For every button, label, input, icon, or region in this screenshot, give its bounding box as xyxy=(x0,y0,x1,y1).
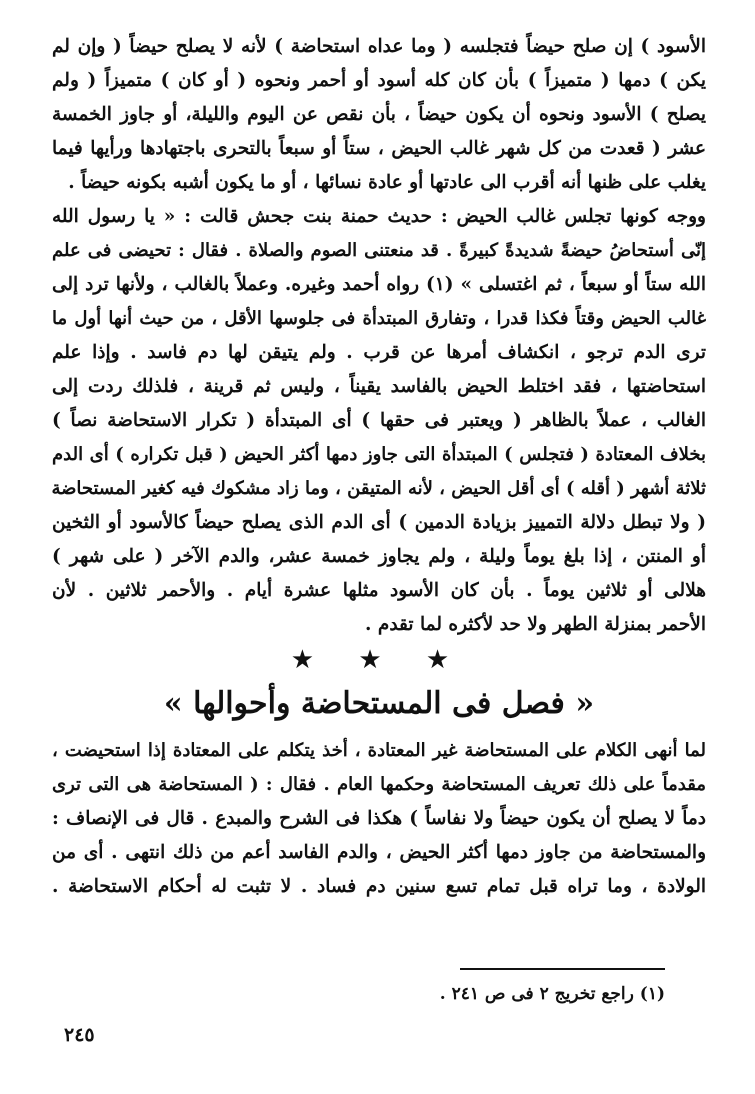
star-separator: ★ ★ ★ xyxy=(290,645,468,675)
body-line: إنّى أستحاضُ حيضةً شديدةً كبيرةً . قد منعتنى الصوم والصلاة . فقال : تحيضى فى علم xyxy=(52,240,706,261)
footnote: (١) راجع تخريج ٢ فى ص ٢٤١ . xyxy=(439,984,665,1004)
section-line: لما أنهى الكلام على المستحاضة غير المعتادة ، أخذ يتكلم على المعتادة إذا استحيضت ، xyxy=(52,740,706,761)
body-line: الأسود ) إن صلح حيضاً فتجلسه ( وما عداه استحاضة ) لأنه لا يصلح حيضاً ( وإن لم xyxy=(52,36,706,57)
body-line: أو المنتن ، إذا بلغ يوماً وليلة ، ولم يجاوز خمسة عشر، والدم الآخر ( على شهر ) xyxy=(52,546,706,567)
body-line: بخلاف المعتادة ( فتجلس ) المبتدأة التى جاوز دمها أكثر الحيض ( قبل تكراره ) أى الدم xyxy=(52,444,706,465)
section-line: مقدماً على ذلك تعريف المستحاضة وحكمها العام . فقال : ( المستحاضة هى التى ترى xyxy=(52,774,706,795)
body-line: هلالى أو ثلاثين يوماً . بأن كان الأسود مثلها عشرة أيام . والأحمر ثلاثين . لأن xyxy=(52,580,706,601)
body-line: ثلاثة أشهر ( أقله ) أى أقل الحيض ، لأنه المتيقن ، وما زاد مشكوك فيه كغير المستحاضة xyxy=(51,478,706,499)
body-line: الله ستاً أو سبعاً ، ثم اغتسلى » (١) رواه أحمد وغيره. وعملاً بالغالب ، ولأنها ترد إلى xyxy=(52,274,706,295)
body-line: يكن ) دمها ( متميزاً ) بأن كان كله أسود أو أحمر ونحوه ( أو كان ) متميزاً ( ولم xyxy=(52,70,706,91)
body-line: ووجه كونها تجلس غالب الحيض : حديث حمنة بنت جحش قالت : « يا رسول الله xyxy=(52,206,706,227)
section-heading: « فصل فى المستحاضة وأحوالها » xyxy=(163,686,595,721)
body-line: استحاضتها ، فقد اختلط الحيض بالفاسد يقيناً ، وليس ثم قرينة ، فلذلك ردت إلى xyxy=(52,376,706,397)
section-line: دماً لا يصلح أن يكون حيضاً ولا نفاساً ) هكذا فى الشرح والمبدع . قال فى الإنصاف : xyxy=(52,808,706,829)
section-line: الولادة ، وما تراه قبل تمام تسع سنين دم فساد . لا تثبت له أحكام الاستحاضة . xyxy=(52,876,706,897)
body-line: ( ولا تبطل دلالة التمييز بزيادة الدمين ) أى الدم الذى يصلح حيضاً كالأسود أو الثخين xyxy=(52,512,706,533)
body-paragraph xyxy=(52,30,706,642)
body-line: يغلب على ظنها أنه أقرب الى عادتها أو عادة نسائها ، أو ما يكون أشبه بكونه حيضاً . xyxy=(68,172,706,193)
section-paragraph xyxy=(52,734,706,904)
body-line: ترى الدم ترجو ، انكشاف أمرها عن قرب . ولم يتيقن لها دم فاسد . وإذا علم xyxy=(52,342,706,363)
page-text xyxy=(52,30,706,904)
footnote-divider xyxy=(460,968,665,970)
body-line: يصلح ) الأسود ونحوه أن يكون حيضاً ، بأن نقص عن اليوم والليلة، أو جاوز الخمسة xyxy=(52,104,706,125)
body-line: غالب الحيض وقتاً فكذا قدرا ، وتفارق المبتدأة فى جلوسها الأقل ، من حيث أنها أول ما xyxy=(52,308,706,329)
section-line: والمستحاضة من جاوز دمها أكثر الحيض ، والدم الفاسد أعم من ذلك انتهى . أى من xyxy=(52,842,706,863)
body-line: الغالب ، عملاً بالظاهر ( ويعتبر فى حقها ) أى المبتدأة ( تكرار الاستحاضة نصاً ) xyxy=(52,410,706,431)
page-number: ٢٤٥ xyxy=(64,1024,95,1046)
body-line: الأحمر بمنزلة الطهر ولا حد لأكثره لما تقدم . xyxy=(365,614,706,635)
body-line: عشر ( قعدت من كل شهر غالب الحيض ، ستاً أو سبعاً بالتحرى باجتهادها ورأيها فيما xyxy=(52,138,706,159)
